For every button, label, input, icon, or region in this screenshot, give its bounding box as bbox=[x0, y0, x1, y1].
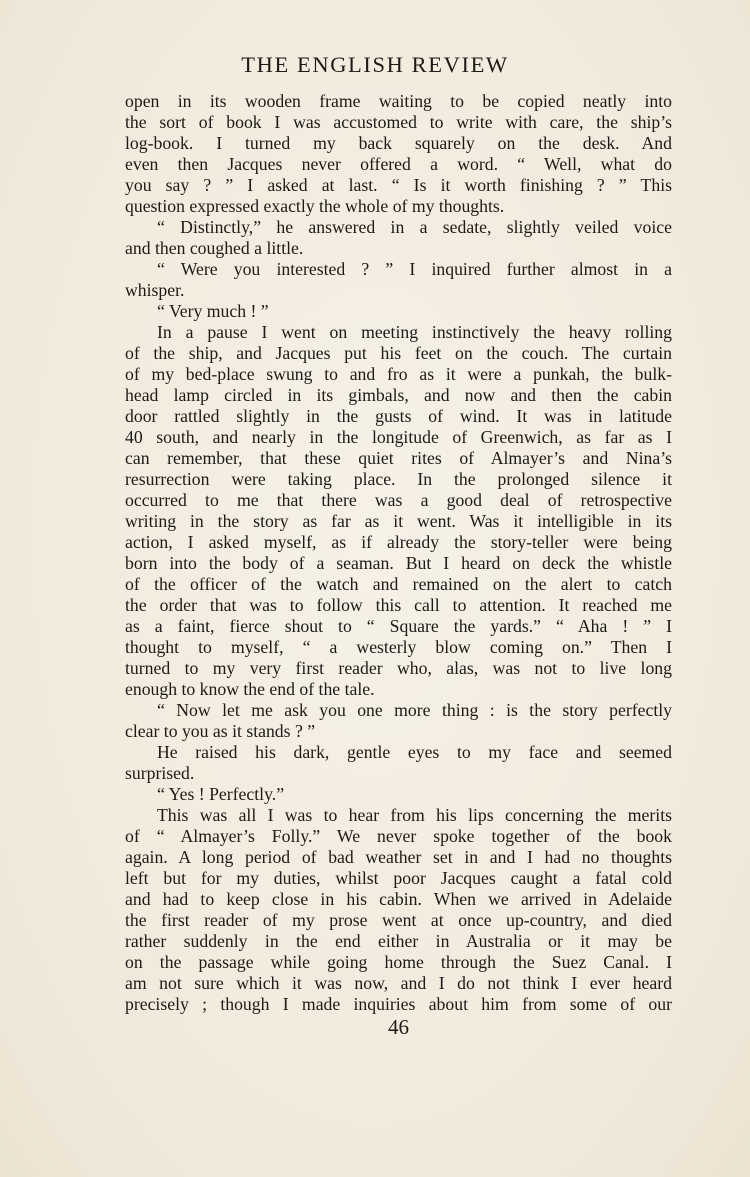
text-line: log-book. I turned my back squarely on the desk. And bbox=[125, 133, 672, 153]
text-line: of my bed-place swung to and fro as it were a punkah, the bulk- bbox=[125, 364, 672, 384]
text-line: resurrection were taking place. In the prolonged silence it bbox=[125, 469, 672, 489]
text-line: He raised his dark, gentle eyes to my face and seemed bbox=[157, 742, 672, 762]
text-line: This was all I was to hear from his lips concerning the merits bbox=[157, 805, 672, 825]
text-line: question expressed exactly the whole of my thoughts. bbox=[125, 196, 505, 216]
text-line: again. A long period of bad weather set in and I had no thoughts bbox=[125, 847, 672, 867]
text-line: rather suddenly in the end either in Australia or it may be bbox=[125, 931, 672, 951]
text-line: and then coughed a little. bbox=[125, 238, 304, 258]
text-line: surprised. bbox=[125, 763, 195, 783]
text-line: “ Yes ! Perfectly.” bbox=[157, 784, 285, 804]
text-line: In a pause I went on meeting instinctively the heavy rolling bbox=[157, 322, 672, 342]
text-line: clear to you as it stands ? ” bbox=[125, 721, 316, 741]
text-line: as a faint, fierce shout to “ Square the yards.” “ Aha ! ” I bbox=[125, 616, 672, 636]
text-line: door rattled slightly in the gusts of wind. It was in latitude bbox=[125, 406, 672, 426]
text-line: the order that was to follow this call to attention. It reached me bbox=[125, 595, 672, 615]
text-line: “ Very much ! ” bbox=[157, 301, 269, 321]
text-line: left but for my duties, whilst poor Jacques caught a fatal cold bbox=[125, 868, 672, 888]
text-line: can remember, that these quiet rites of Almayer’s and Nina’s bbox=[125, 448, 672, 468]
text-line: “ Now let me ask you one more thing : is the story perfectly bbox=[157, 700, 672, 720]
text-line: enough to know the end of the tale. bbox=[125, 679, 375, 699]
text-line: of the officer of the watch and remained on the alert to catch bbox=[125, 574, 672, 594]
page-number: 46 bbox=[388, 1015, 409, 1039]
text-line: 40 south, and nearly in the longitude of Greenwich, as far as I bbox=[125, 427, 672, 447]
text-line: even then Jacques never offered a word. “ Well, what do bbox=[125, 154, 672, 174]
text-line: thought to myself, “ a westerly blow coming on.” Then I bbox=[125, 637, 672, 657]
text-line: turned to my very first reader who, alas, was not to live long bbox=[125, 658, 672, 678]
text-line: “ Were you interested ? ” I inquired further almost in a bbox=[157, 259, 672, 279]
text-line: you say ? ” I asked at last. “ Is it worth finishing ? ” This bbox=[125, 175, 672, 195]
text-line: precisely ; though I made inquiries about him from some of our bbox=[125, 994, 672, 1014]
text-line: of “ Almayer’s Folly.” We never spoke together of the book bbox=[125, 826, 672, 846]
running-head: THE ENGLISH REVIEW bbox=[241, 52, 509, 77]
text-line: writing in the story as far as it went. Was it intelligible in its bbox=[125, 511, 672, 531]
text-line: whisper. bbox=[125, 280, 185, 300]
text-line: and had to keep close in his cabin. When we arrived in Adelaide bbox=[125, 889, 672, 909]
text-line: open in its wooden frame waiting to be copied neatly into bbox=[125, 91, 672, 111]
text-line: on the passage while going home through the Suez Canal. I bbox=[125, 952, 672, 972]
text-line: action, I asked myself, as if already the story-teller were being bbox=[125, 532, 672, 552]
body-text bbox=[125, 91, 672, 1015]
text-line: occurred to me that there was a good deal of retrospective bbox=[125, 490, 672, 510]
text-line: born into the body of a seaman. But I heard on deck the whistle bbox=[125, 553, 672, 573]
text-line: am not sure which it was now, and I do not think I ever heard bbox=[125, 973, 672, 993]
text-line: head lamp circled in its gimbals, and now and then the cabin bbox=[125, 385, 672, 405]
text-line: of the ship, and Jacques put his feet on the couch. The curtain bbox=[125, 343, 672, 363]
text-line: the first reader of my prose went at once up-country, and died bbox=[125, 910, 672, 930]
text-line: the sort of book I was accustomed to write with care, the ship’s bbox=[125, 112, 672, 132]
text-line: “ Distinctly,” he answered in a sedate, slightly veiled voice bbox=[157, 217, 672, 237]
